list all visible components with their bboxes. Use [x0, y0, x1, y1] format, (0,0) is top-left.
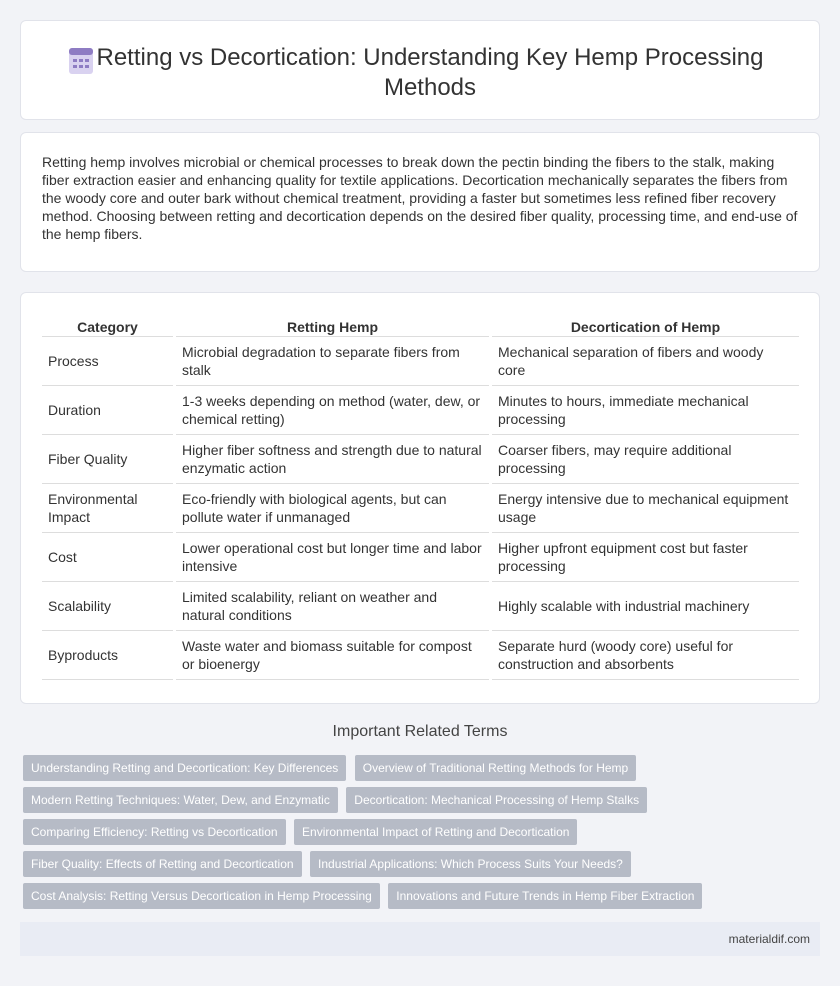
footer-site-name: materialdif.com [728, 932, 810, 946]
header-category: Category [42, 313, 173, 337]
table-row [42, 337, 799, 386]
row-retting: Microbial degradation to separate fibers from stalk [176, 337, 489, 386]
row-retting: Limited scalability, reliant on weather and natural conditions [176, 582, 489, 631]
related-term-link[interactable]: Comparing Efficiency: Retting vs Decortication [23, 819, 286, 845]
table-row [42, 435, 799, 484]
table-row [42, 386, 799, 435]
row-category: Process [42, 337, 173, 386]
intro-paragraph: Retting hemp involves microbial or chemical processes to break down the pectin binding the fibers to the stalk, making fiber extraction easier and enhancing quality for textile applications. Decortication mechanically separates the fibers from the woody core and outer bark without chemical treatment, providing a faster but sometimes less refined fiber recovery method. Choosing between retting and decortication depends on the desired fiber quality, processing time, and end-use of the hemp fibers. [42, 154, 798, 242]
footer [20, 922, 820, 956]
header-retting: Retting Hemp [176, 313, 489, 337]
related-term-link[interactable]: Cost Analysis: Retting Versus Decortication in Hemp Processing [23, 883, 380, 909]
header-decortication: Decortication of Hemp [492, 313, 799, 337]
row-retting: Eco-friendly with biological agents, but can pollute water if unmanaged [176, 484, 489, 533]
row-retting: 1-3 weeks depending on method (water, dew, or chemical retting) [176, 386, 489, 435]
row-decortication: Higher upfront equipment cost but faster processing [492, 533, 799, 582]
row-decortication: Minutes to hours, immediate mechanical processing [492, 386, 799, 435]
row-decortication: Highly scalable with industrial machinery [492, 582, 799, 631]
row-retting: Waste water and biomass suitable for compost or bioenergy [176, 631, 489, 680]
header-card [20, 20, 820, 120]
table-row [42, 582, 799, 631]
related-term-link[interactable]: Innovations and Future Trends in Hemp Fiber Extraction [388, 883, 702, 909]
related-terms-heading: Important Related Terms [332, 723, 508, 740]
row-category: Environmental Impact [42, 484, 173, 533]
related-terms-list [23, 755, 823, 915]
related-term-link[interactable]: Modern Retting Techniques: Water, Dew, and Enzymatic [23, 787, 338, 813]
row-category: Duration [42, 386, 173, 435]
row-category: Fiber Quality [42, 435, 173, 484]
row-category: Cost [42, 533, 173, 582]
comparison-table [42, 313, 799, 680]
row-decortication: Separate hurd (woody core) useful for construction and absorbents [492, 631, 799, 680]
table-row [42, 484, 799, 533]
related-term-link[interactable]: Industrial Applications: Which Process Suits Your Needs? [310, 851, 631, 877]
row-category: Byproducts [42, 631, 173, 680]
row-retting: Lower operational cost but longer time and labor intensive [176, 533, 489, 582]
related-term-link[interactable]: Environmental Impact of Retting and Decortication [294, 819, 577, 845]
related-term-link[interactable]: Fiber Quality: Effects of Retting and Decortication [23, 851, 302, 877]
intro-card [20, 132, 820, 272]
related-term-link[interactable]: Understanding Retting and Decortication: Key Differences [23, 755, 346, 781]
row-retting: Higher fiber softness and strength due to natural enzymatic action [176, 435, 489, 484]
row-category: Scalability [42, 582, 173, 631]
related-term-link[interactable]: Overview of Traditional Retting Methods for Hemp [355, 755, 636, 781]
table-row [42, 533, 799, 582]
table-header-row [42, 313, 799, 337]
row-decortication: Energy intensive due to mechanical equipment usage [492, 484, 799, 533]
row-decortication: Mechanical separation of fibers and woody core [492, 337, 799, 386]
comparison-table-card [20, 292, 820, 704]
table-row [42, 631, 799, 680]
row-decortication: Coarser fibers, may require additional processing [492, 435, 799, 484]
page-title: Retting vs Decortication: Understanding Key Hemp Processing Methods [96, 44, 764, 101]
related-term-link[interactable]: Decortication: Mechanical Processing of Hemp Stalks [346, 787, 647, 813]
